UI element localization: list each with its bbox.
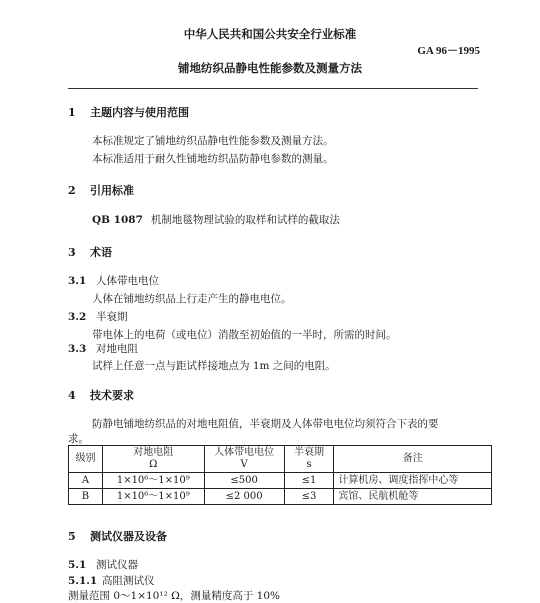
section-2-heading (68, 182, 134, 198)
section-number: 2 (68, 184, 76, 197)
cell-resistance: 1×10⁶～1×10⁹ (102, 489, 204, 505)
standard-category-title: 中华人民共和国公共安全行业标准 (183, 27, 357, 41)
cut-off-line: 测量范围 0～1×10¹² Ω，测量精度高于 10% (68, 590, 280, 602)
subsection-5-1-1 (68, 573, 155, 588)
cell-halflife: ≤1 (284, 473, 334, 489)
cell-grade: B (69, 489, 103, 505)
term-name: 对地电阻 (96, 343, 138, 355)
term-3-1-definition: 人体在铺地纺织品上行走产生的静电电位。 (92, 293, 292, 305)
header-note: 备注 (334, 446, 492, 473)
subsection-number: 5.1.1 (68, 575, 98, 587)
reference-code: QB 1087 (92, 214, 143, 226)
section-4-paragraph-cont: 求。 (68, 433, 89, 445)
cell-halflife: ≤3 (284, 489, 334, 505)
requirements-table (68, 445, 492, 505)
term-number: 3.3 (68, 343, 87, 355)
term-name: 人体带电电位 (96, 275, 159, 287)
subsection-5-1 (68, 557, 138, 572)
subsection-number: 5.1 (68, 559, 87, 571)
cell-grade: A (69, 473, 103, 489)
section-title: 引用标准 (90, 184, 134, 197)
subsection-title: 高阻测试仪 (102, 575, 155, 587)
subsection-title: 测试仪器 (96, 559, 138, 571)
term-name: 半衰期 (96, 311, 128, 323)
section-title: 技术要求 (90, 389, 134, 402)
header-divider (68, 88, 478, 89)
section-5-heading (68, 528, 167, 544)
reference-title: 机制地毯物理试验的取样和试样的截取法 (150, 214, 340, 226)
term-number: 3.1 (68, 275, 87, 287)
section-3-heading (68, 244, 112, 260)
reference-entry (92, 212, 340, 227)
section-number: 5 (68, 530, 76, 543)
section-number: 1 (68, 106, 76, 119)
header-grade: 级别 (69, 446, 103, 473)
term-number: 3.2 (68, 311, 87, 323)
table-row (69, 473, 492, 489)
header-potential: 人体带电电位 V (204, 446, 284, 473)
term-3-3 (68, 341, 138, 356)
section-number: 4 (68, 389, 76, 402)
section-title: 测试仪器及设备 (90, 530, 167, 543)
section-4-heading (68, 387, 134, 403)
section-number: 3 (68, 246, 76, 259)
table-header-row (69, 446, 492, 473)
cell-potential: ≤2 000 (204, 489, 284, 505)
term-3-2 (68, 309, 128, 324)
standard-code: GA 96－1995 (417, 45, 480, 57)
table-row (69, 489, 492, 505)
section-1-paragraph-1: 本标准规定了铺地纺织品静电性能参数及测量方法。 (92, 135, 334, 147)
section-title: 主题内容与使用范围 (90, 106, 189, 119)
cell-potential: ≤500 (204, 473, 284, 489)
section-4-paragraph: 防静电铺地纺织品的对地电阻值，半衰期及人体带电电位均须符合下表的要 (92, 418, 439, 430)
term-3-2-definition: 带电体上的电荷（或电位）消散至初始值的一半时，所需的时间。 (92, 329, 397, 341)
cell-resistance: 1×10⁶～1×10⁹ (102, 473, 204, 489)
standard-title: 铺地纺织品静电性能参数及测量方法 (178, 61, 362, 75)
section-title: 术语 (90, 246, 112, 259)
header-resistance: 对地电阻 Ω (102, 446, 204, 473)
section-1-heading (68, 104, 189, 120)
header-halflife: 半衰期 s (284, 446, 334, 473)
cell-note: 宾馆、民航机舱等 (334, 489, 492, 505)
section-1-paragraph-2: 本标准适用于耐久性铺地纺织品防静电参数的测量。 (92, 153, 334, 165)
term-3-3-definition: 试样上任意一点与距试样接地点为 1m 之间的电阻。 (92, 360, 336, 372)
cell-note: 计算机房、调度指挥中心等 (334, 473, 492, 489)
term-3-1 (68, 273, 159, 288)
